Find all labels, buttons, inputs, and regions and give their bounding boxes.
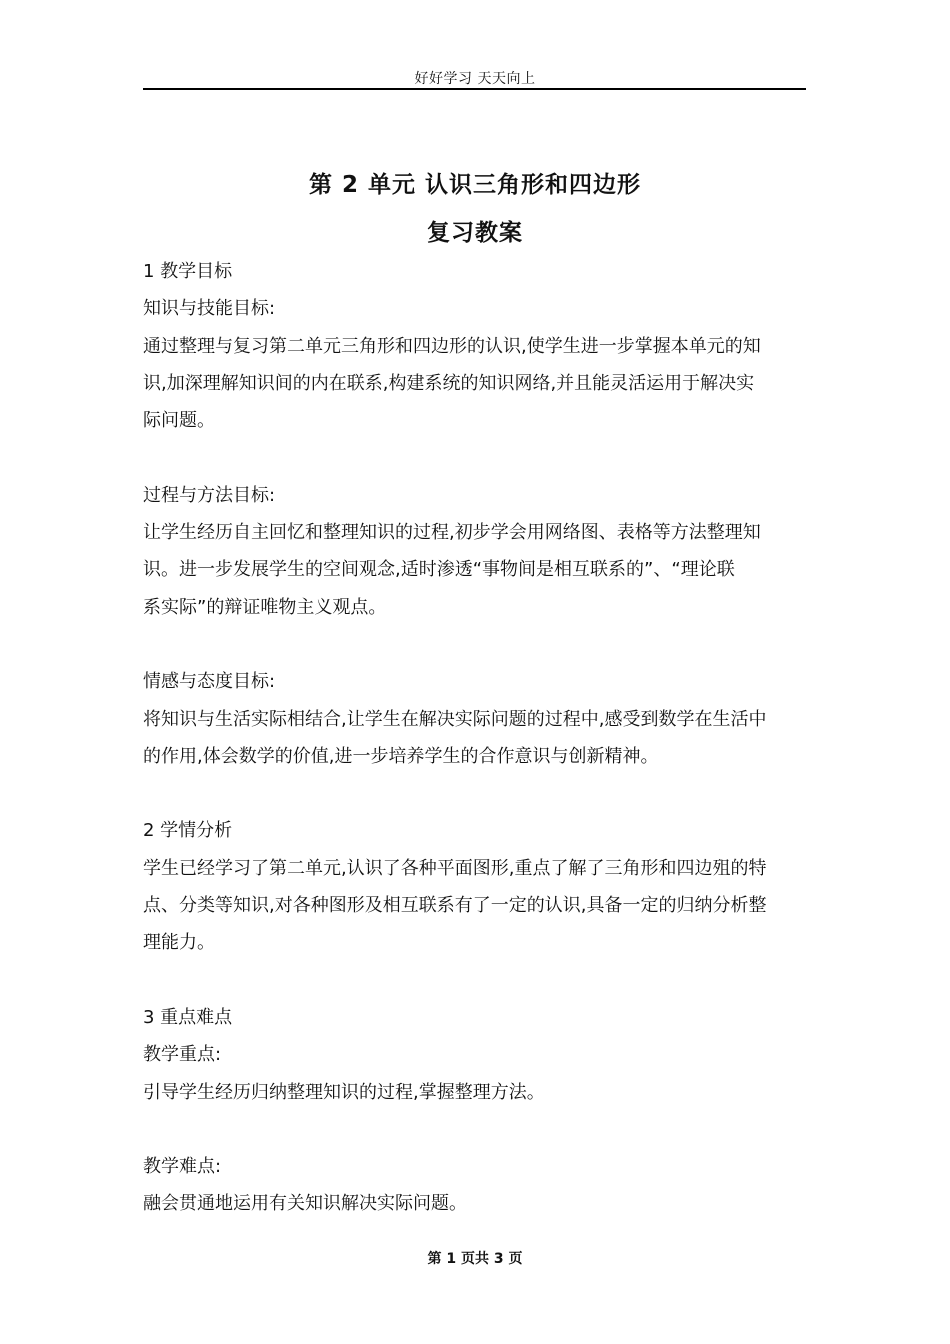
teaching-focus-label: 教学重点: bbox=[143, 1044, 222, 1066]
teaching-difficulty-text: 融会贯通地运用有关知识解决实际问题。 bbox=[143, 1193, 467, 1215]
process-objective-line-2: 识。进一步发展学生的空间观念,适时渗透“事物间是相互联系的”、“理论联 bbox=[143, 559, 735, 581]
teaching-focus-text: 引导学生经历归纳整理知识的过程,掌握整理方法。 bbox=[143, 1081, 545, 1103]
analysis-line-3: 理能力。 bbox=[143, 932, 215, 954]
section-heading-objectives: 1 教学目标 bbox=[143, 261, 233, 282]
emotion-objective-line-1: 将知识与生活实际相结合,让学生在解决实际问题的过程中,感受到数学在生活中 bbox=[143, 708, 767, 730]
section-heading-keypoints: 3 重点难点 bbox=[143, 1006, 233, 1028]
process-objective-line-3: 系实际”的辩证唯物主义观点。 bbox=[143, 596, 387, 618]
page-number-footer: 第 1 页共 3 页 bbox=[427, 1251, 523, 1267]
process-objective-label: 过程与方法目标: bbox=[143, 484, 276, 506]
emotion-objective-line-2: 的作用,体会数学的价值,进一步培养学生的合作意识与创新精神。 bbox=[143, 745, 659, 767]
analysis-line-2: 点、分类等知识,对各种图形及相互联系有了一定的认识,具备一定的归纳分析整 bbox=[143, 895, 767, 917]
process-objective-line-1: 让学生经历自主回忆和整理知识的过程,初步学会用网络图、表格等方法整理知 bbox=[143, 522, 761, 544]
knowledge-objective-line-1: 通过整理与复习第二单元三角形和四边形的认识,使学生进一步掌握本单元的知 bbox=[143, 335, 761, 357]
header-rule bbox=[143, 88, 806, 90]
page-header-text: 好好学习 天天向上 bbox=[414, 71, 536, 87]
teaching-difficulty-label: 教学难点: bbox=[143, 1156, 222, 1178]
document-body bbox=[143, 253, 807, 1223]
document-subtitle: 复习教案 bbox=[427, 220, 523, 246]
knowledge-objective-line-2: 识,加深理解知识间的内在联系,构建系统的知识网络,并且能灵活运用于解决实 bbox=[143, 372, 755, 394]
analysis-line-1: 学生已经学习了第二单元,认识了各种平面图形,重点了解了三角形和四边殂的特 bbox=[143, 857, 767, 879]
knowledge-objective-line-3: 际问题。 bbox=[143, 410, 215, 432]
paragraph-spacer bbox=[143, 775, 807, 812]
knowledge-objective-label: 知识与技能目标: bbox=[143, 298, 276, 320]
paragraph-spacer bbox=[143, 1111, 807, 1148]
emotion-objective-label: 情感与态度目标: bbox=[143, 671, 276, 693]
paragraph-spacer bbox=[143, 439, 807, 476]
document-title: 第 2 单元 认识三角形和四边形 bbox=[308, 172, 642, 198]
section-heading-analysis: 2 学情分析 bbox=[143, 820, 233, 842]
paragraph-spacer bbox=[143, 626, 807, 663]
paragraph-spacer bbox=[143, 962, 807, 999]
